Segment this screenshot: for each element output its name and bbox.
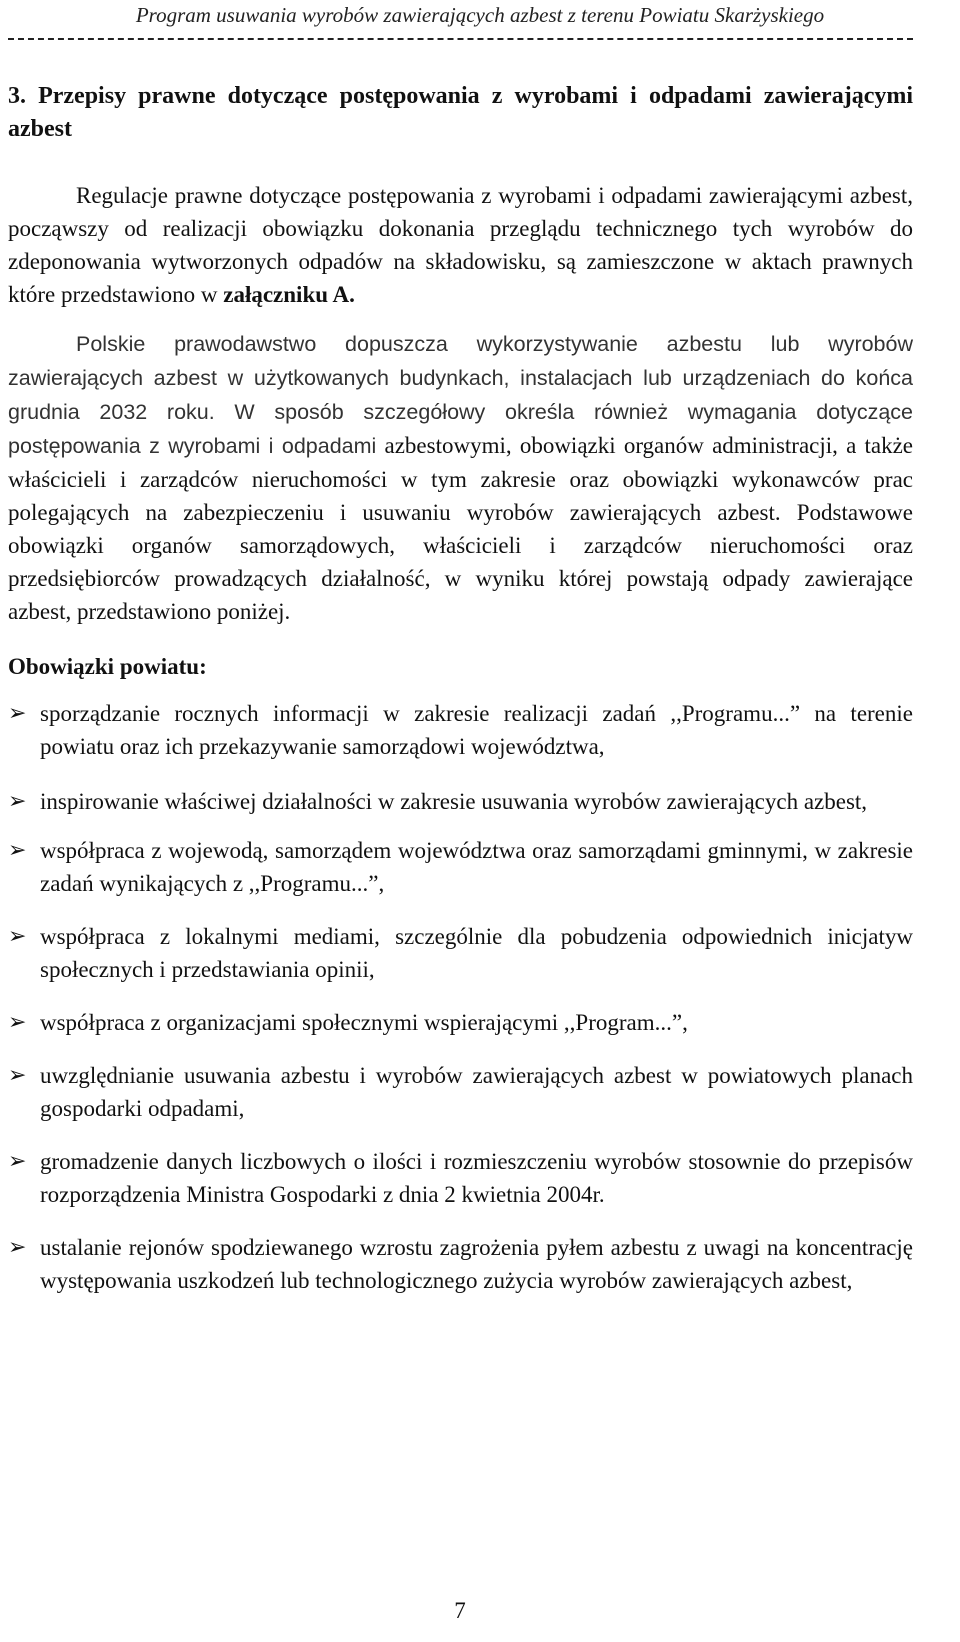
list-item-text: współpraca z lokalnymi mediami, szczególnie dla pobudzenia odpowiednich inicjatyw społecznych i przedstawiania opinii, [40,924,913,982]
list-item-text: współpraca z organizacjami społecznymi wspierającymi ,,Program...”, [40,1010,688,1035]
list-item-text: współpraca z wojewodą, samorządem województwa oraz samorządami gminnymi, w zakresie zadań wynikających z ,,Programu...”, [40,838,913,896]
arrow-bullet-icon: ➢ [8,1010,27,1035]
arrow-bullet-icon: ➢ [8,1063,27,1088]
arrow-bullet-icon: ➢ [8,1235,27,1260]
list-item-text: inspirowanie właściwej działalności w zakresie usuwania wyrobów zawierających azbest, [40,789,868,814]
arrow-bullet-icon: ➢ [8,789,27,814]
arrow-bullet-icon: ➢ [8,1149,27,1174]
list-item-text: gromadzenie danych liczbowych o ilości i rozmieszczeniu wyrobów stosownie do przepisów rozporządzenia Ministra Gospodarki z dnia 2 kwietnia 2004r. [40,1149,913,1207]
arrow-bullet-icon: ➢ [8,924,27,949]
header-dashed-rule [8,38,913,40]
list-item [8,920,913,986]
paragraph-polish-legislation [8,327,913,628]
page-content [8,80,913,1297]
list-item [8,834,913,900]
paragraph-polish-legislation-sans: Polskie prawodawstwo dopuszcza wykorzystywanie azbestu lub wyrobów zawierających azbest w użytkowanych budynkach, instalacjach lub urządzeniach do końca grudnia 2032 roku. W sposób szczegółowy określa również wymagania dotyczące postępowania z wyrobami i odpadami [8,332,913,458]
duties-heading: Obowiązki powiatu: [8,654,207,679]
running-header-title: Program usuwania wyrobów zawierających azbest z terenu Powiatu Skarżyskiego [135,3,825,27]
arrow-bullet-icon: ➢ [8,838,27,863]
list-item [8,785,913,818]
list-item-text: uwzględnianie usuwania azbestu i wyrobów zawierających azbest w powiatowych planach gospodarki odpadami, [40,1063,913,1121]
page-number: 7 [454,1598,466,1623]
duties-list [8,697,913,1297]
list-item [8,1231,913,1297]
list-item-text: ustalanie rejonów spodziewanego wzrostu zagrożenia pyłem azbestu z uwagi na koncentrację występowania uszkodzeń lub technologicznego zużycia wyrobów zawierających azbest, [40,1235,913,1293]
arrow-bullet-icon: ➢ [8,701,27,726]
list-item [8,1059,913,1125]
list-item [8,697,913,763]
list-item-text: sporządzanie rocznych informacji w zakresie realizacji zadań ,,Programu...” na terenie powiatu oraz ich przekazywanie samorządowi województwa, [40,701,913,759]
paragraph-polish-legislation-serif: azbestowymi, obowiązki organów administracji, a także właścicieli i zarządców nieruchomości w tym zakresie oraz obowiązki wykonawców prac polegających na zabezpieczeniu i usuwaniu wyrobów zawierających azbest. Podstawowe obowiązki organów samorządowych, właścicieli i zarządców nieruchomości oraz przedsiębiorców prowadzących działalność, w wyniku której powstają odpady zawierające azbest, przedstawiono poniżej. [8,433,914,624]
paragraph-legal-regulations-text: Regulacje prawne dotyczące postępowania z wyrobami i odpadami zawierającymi azbest, począwszy od realizacji obowiązku dokonania przeglądu technicznego tych wyrobów do zdeponowania wytworzonych odpadów na składowisku, są zamieszczone w aktach prawnych które przedstawiono w [8,183,913,307]
paragraph-legal-regulations [8,179,913,311]
list-item [8,1006,913,1039]
list-item [8,1145,913,1211]
appendix-a-reference: załączniku A. [223,282,355,307]
section-heading: 3. Przepisy prawne dotyczące postępowania z wyrobami i odpadami zawierającymi azbest [8,83,913,142]
